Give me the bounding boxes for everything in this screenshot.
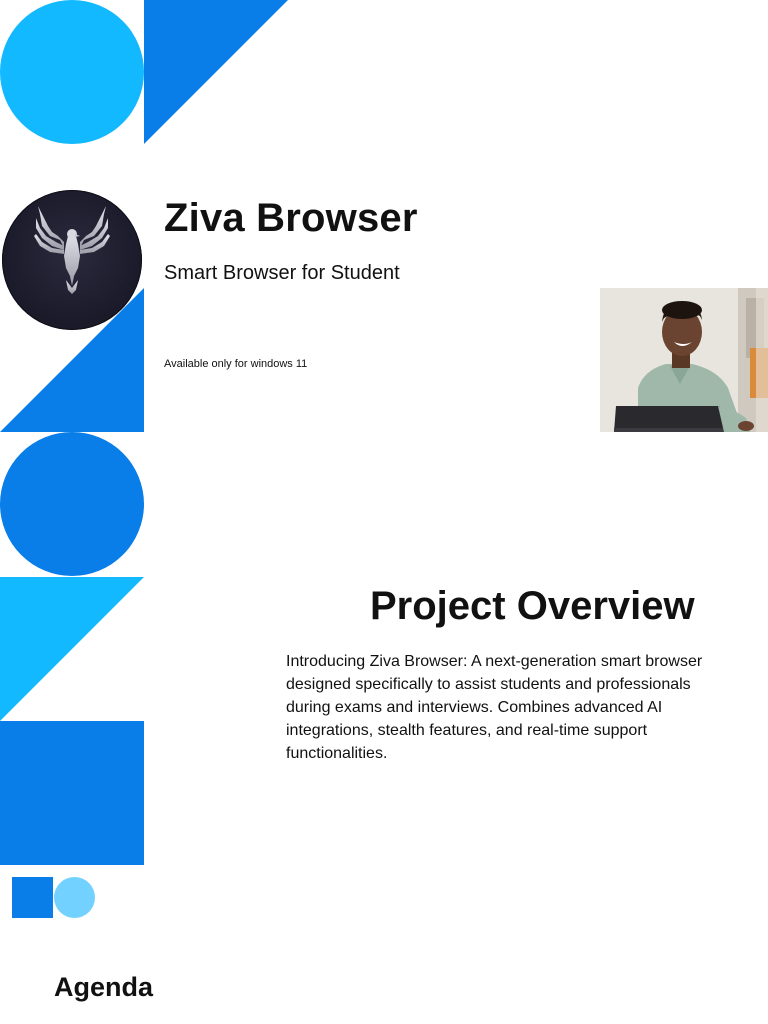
slide-subtitle: Smart Browser for Student	[164, 262, 400, 284]
eagle-icon	[2, 190, 142, 330]
decor-mini-circle	[54, 877, 95, 918]
decor-square-lower	[0, 721, 144, 865]
smiling-student-photo	[600, 288, 768, 432]
decor-circle-middle	[0, 432, 144, 576]
section-heading: Project Overview	[370, 584, 695, 628]
availability-note: Available only for windows 11	[164, 358, 308, 370]
logo-badge	[2, 190, 142, 330]
decor-triangle-lower	[0, 577, 144, 721]
decor-circle-top	[0, 0, 144, 144]
decor-mini-square	[12, 877, 53, 918]
decor-triangle-top	[144, 0, 288, 144]
overview-paragraph: Introducing Ziva Browser: A next-generation smart browser designed specifically to assist students and professionals during exams and interviews. Combines advanced AI integrations, stealth features, and real-time support functionalities.	[286, 653, 703, 762]
slide-title: Ziva Browser	[164, 196, 418, 240]
agenda-heading: Agenda	[54, 972, 154, 1002]
